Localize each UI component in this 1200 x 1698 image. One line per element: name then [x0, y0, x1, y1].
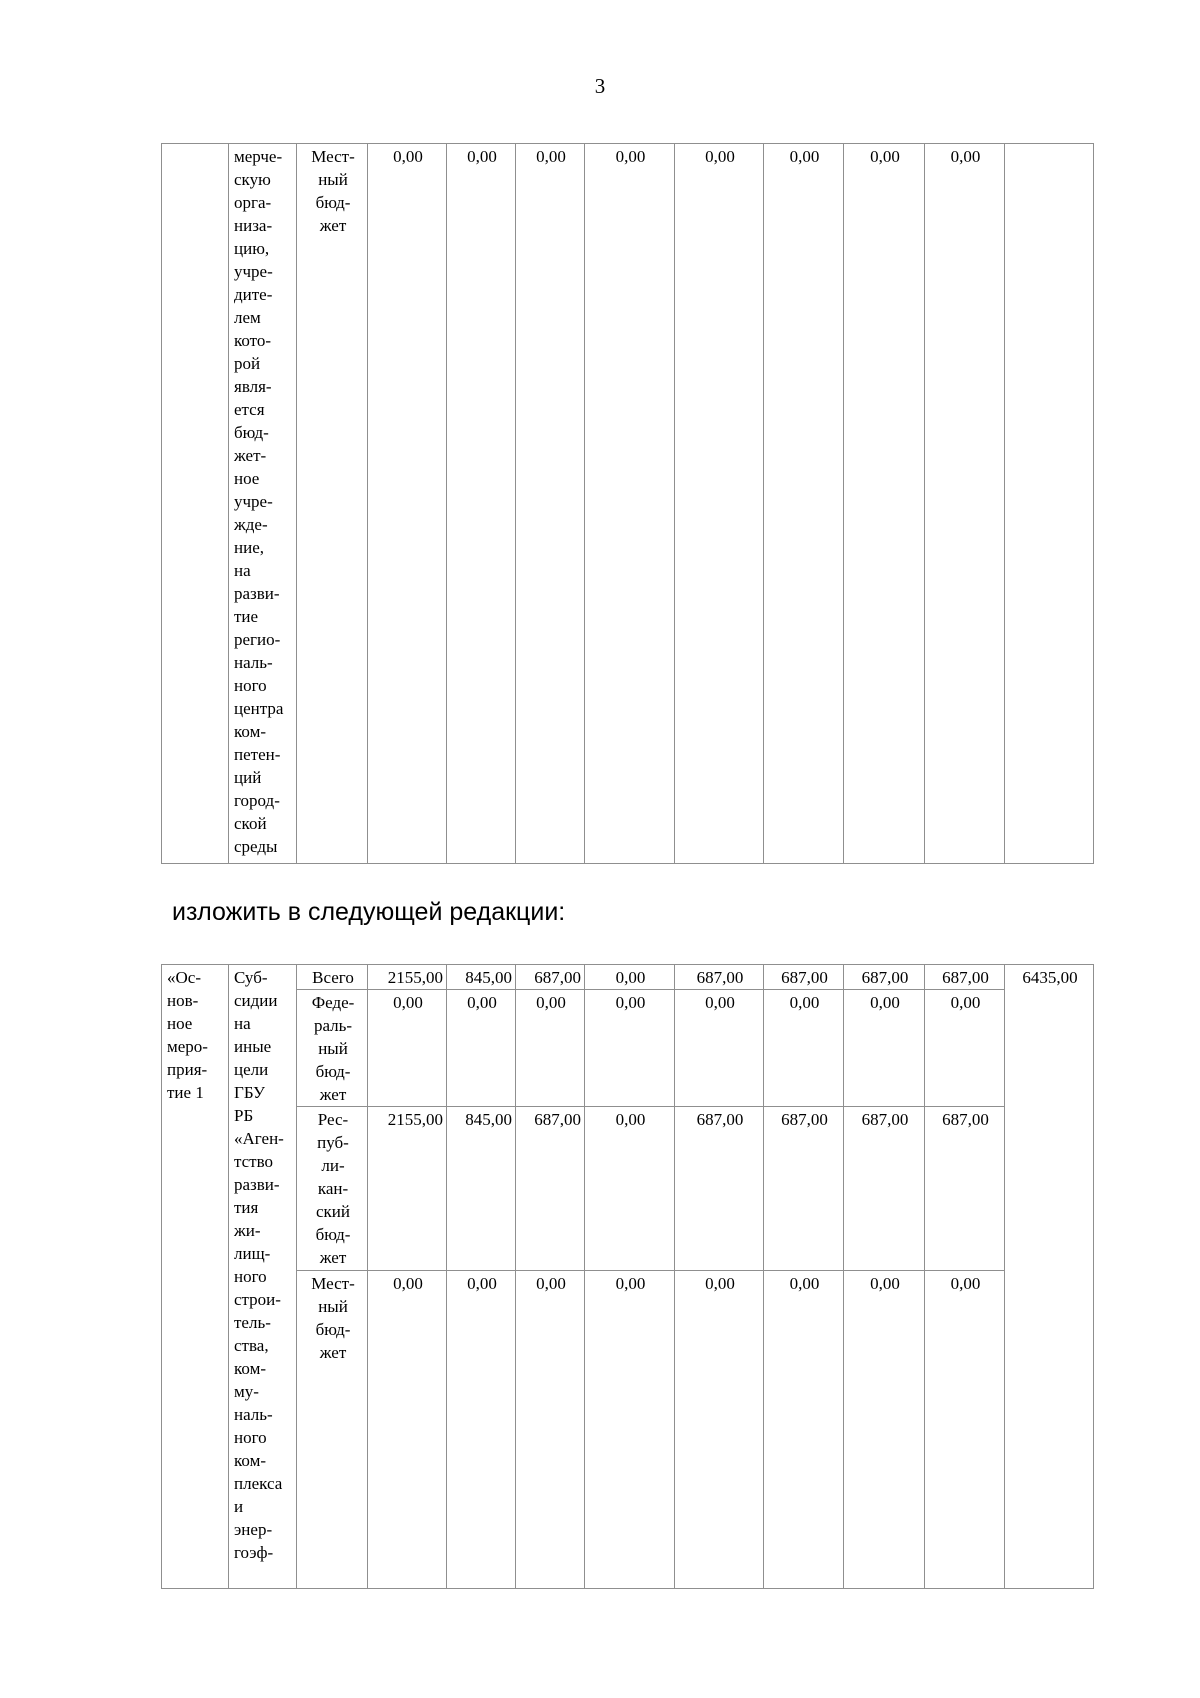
cell-text-line: жде- [234, 515, 268, 534]
cell-text-line: ком- [234, 722, 266, 741]
value-cell: 687,00 [844, 1107, 925, 1271]
cell-text-line: жет [319, 1085, 347, 1104]
cell-text-line: плекса [234, 1474, 283, 1493]
cell-text-line: и [234, 1497, 244, 1516]
description-cell [229, 144, 297, 864]
value-cell: 0,00 [585, 1107, 675, 1271]
cell-text-line: бюд- [315, 1320, 351, 1339]
cell-text-line: кото- [234, 331, 272, 350]
value-cell: 0,00 [925, 990, 1005, 1107]
cell-text-line: энер- [234, 1520, 273, 1539]
cell-text-line: Суб- [234, 968, 268, 987]
value-cell: 0,00 [585, 990, 675, 1107]
cell-text-line: меро- [167, 1037, 208, 1056]
table-new-edition [161, 964, 1094, 1589]
cell-text-line: ций [234, 768, 262, 787]
cell-text-line: РБ [234, 1106, 254, 1125]
description-cell [229, 965, 297, 1589]
value-cell: 687,00 [764, 1107, 844, 1271]
cell-text-line: ный [318, 1039, 348, 1058]
cell-text-line: на [234, 1014, 251, 1033]
value-cell: 0,00 [368, 1271, 447, 1589]
cell-text-line: тия [234, 1198, 259, 1217]
cell-text-line: тство [234, 1152, 274, 1171]
cell-text-line: раль- [313, 1016, 353, 1035]
cell-text-line: лем [234, 308, 261, 327]
cell-text-line: бюд- [315, 193, 351, 212]
value-cell: 687,00 [925, 965, 1005, 990]
cell-text-line: низа- [234, 216, 273, 235]
source-cell-federal [297, 990, 368, 1107]
cell-text-line: петен- [234, 745, 281, 764]
cell-text-line: цели [234, 1060, 269, 1079]
total-cell: 6435,00 [1005, 965, 1094, 1589]
cell-text-line: город- [234, 791, 280, 810]
value-cell: 0,00 [844, 990, 925, 1107]
cell-text-line: ется [234, 400, 265, 419]
cell-text-line: разви- [234, 584, 280, 603]
cell-text-line: кан- [317, 1179, 349, 1198]
cell-text-line: гоэф- [234, 1543, 274, 1562]
cell-text-line: мерче- [234, 147, 283, 166]
cell-text-line: ГБУ [234, 1083, 266, 1102]
cell-text-line: ного [234, 676, 267, 695]
cell-text-line: жет [319, 1248, 347, 1267]
value-cell: 0,00 [764, 1271, 844, 1589]
cell-text-line: жет [319, 216, 347, 235]
value-cell: 0,00 [675, 990, 764, 1107]
value-cell: 0,00 [925, 1271, 1005, 1589]
cell-text-line: Рес- [317, 1110, 349, 1129]
cell-text-line: регио- [234, 630, 281, 649]
cell-text-line: ный [318, 170, 348, 189]
source-cell [297, 144, 368, 864]
cell-text-line: ного [234, 1267, 267, 1286]
page-number: 3 [594, 74, 606, 98]
cell-text-line: ного [234, 1428, 267, 1447]
measure-cell [162, 144, 229, 864]
value-cell: 0,00 [516, 1271, 585, 1589]
cell-text-line: бюд- [315, 1225, 351, 1244]
value-cell: 0,00 [516, 990, 585, 1107]
cell-text-line: иные [234, 1037, 272, 1056]
cell-text-line: ный [318, 1297, 348, 1316]
value-cell: 0,00 [925, 144, 1005, 864]
value-cell: 2155,00 [368, 965, 447, 990]
value-cell: 0,00 [368, 144, 447, 864]
value-cell: 0,00 [764, 990, 844, 1107]
cell-text-line: орга- [234, 193, 272, 212]
cell-text-line: ства, [234, 1336, 269, 1355]
value-cell: 687,00 [516, 965, 585, 990]
cell-text-line: бюд- [234, 423, 269, 442]
value-cell: 0,00 [844, 144, 925, 864]
measure-cell [162, 965, 229, 1589]
cell-text-line: ное [167, 1014, 193, 1033]
cell-text-line: «Аген- [234, 1129, 284, 1148]
value-cell: 2155,00 [368, 1107, 447, 1271]
cell-text-line: тель- [234, 1313, 271, 1332]
source-cell-republican [297, 1107, 368, 1271]
cell-text-line: ние, [234, 538, 264, 557]
cell-text-line: ли- [321, 1156, 345, 1175]
cell-text-line: прия- [167, 1060, 208, 1079]
cell-text-line: наль- [234, 653, 273, 672]
cell-text-line: разви- [234, 1175, 280, 1194]
value-cell: 0,00 [675, 1271, 764, 1589]
cell-text-line: жет- [234, 446, 267, 465]
value-cell: 0,00 [585, 144, 675, 864]
cell-text-line: Мест- [311, 147, 355, 166]
cell-text-line: жет [319, 1343, 347, 1362]
value-cell: 0,00 [447, 990, 516, 1107]
table-continuation [161, 143, 1094, 864]
source-cell-total [297, 965, 368, 990]
value-cell: 845,00 [447, 965, 516, 990]
cell-text-line: «Ос- [167, 968, 201, 987]
cell-text-line: скую [234, 170, 271, 189]
cell-text-line: дите- [234, 285, 273, 304]
cell-text-line: на [234, 561, 251, 580]
cell-text-line: сидии [234, 991, 278, 1010]
value-cell: 687,00 [844, 965, 925, 990]
cell-text-line: нов- [167, 991, 199, 1010]
cell-text-line: му- [234, 1382, 259, 1401]
cell-text-line: бюд- [315, 1062, 351, 1081]
value-cell: 687,00 [675, 965, 764, 990]
cell-text-line: ком- [234, 1451, 266, 1470]
section-phrase: изложить в следующей редакции: [172, 898, 566, 926]
cell-text-line: строи- [234, 1290, 281, 1309]
cell-text-line: цию, [234, 239, 270, 258]
cell-text-line: Мест- [311, 1274, 355, 1293]
value-cell: 0,00 [585, 965, 675, 990]
total-cell [1005, 144, 1094, 864]
value-cell: 687,00 [675, 1107, 764, 1271]
value-cell: 0,00 [844, 1271, 925, 1589]
cell-text-line: пуб- [317, 1133, 349, 1152]
value-cell: 0,00 [585, 1271, 675, 1589]
value-cell: 0,00 [368, 990, 447, 1107]
cell-text-line: учре- [234, 262, 273, 281]
cell-text-line: наль- [234, 1405, 273, 1424]
cell-text-line: лищ- [234, 1244, 271, 1263]
value-cell: 0,00 [447, 144, 516, 864]
cell-text-line: Феде- [311, 993, 355, 1012]
source-cell-local [297, 1271, 368, 1589]
cell-text-line: ской [234, 814, 267, 833]
cell-text-line: центра [234, 699, 284, 718]
value-cell: 687,00 [764, 965, 844, 990]
value-cell: 0,00 [516, 144, 585, 864]
value-cell: 845,00 [447, 1107, 516, 1271]
cell-text-line: жи- [234, 1221, 261, 1240]
cell-text-line: учре- [234, 492, 273, 511]
cell-text-line: тие 1 [167, 1083, 204, 1102]
value-cell: 0,00 [447, 1271, 516, 1589]
value-cell: 687,00 [925, 1107, 1005, 1271]
cell-text-line: ком- [234, 1359, 266, 1378]
cell-text-line: ное [234, 469, 260, 488]
cell-text-line: ский [316, 1202, 350, 1221]
cell-text-line: тие [234, 607, 259, 626]
value-cell: 0,00 [764, 144, 844, 864]
cell-text-line: Всего [312, 968, 354, 987]
cell-text-line: явля- [234, 377, 272, 396]
cell-text-line: рой [234, 354, 261, 373]
cell-text-line: среды [234, 837, 278, 856]
value-cell: 687,00 [516, 1107, 585, 1271]
value-cell: 0,00 [675, 144, 764, 864]
